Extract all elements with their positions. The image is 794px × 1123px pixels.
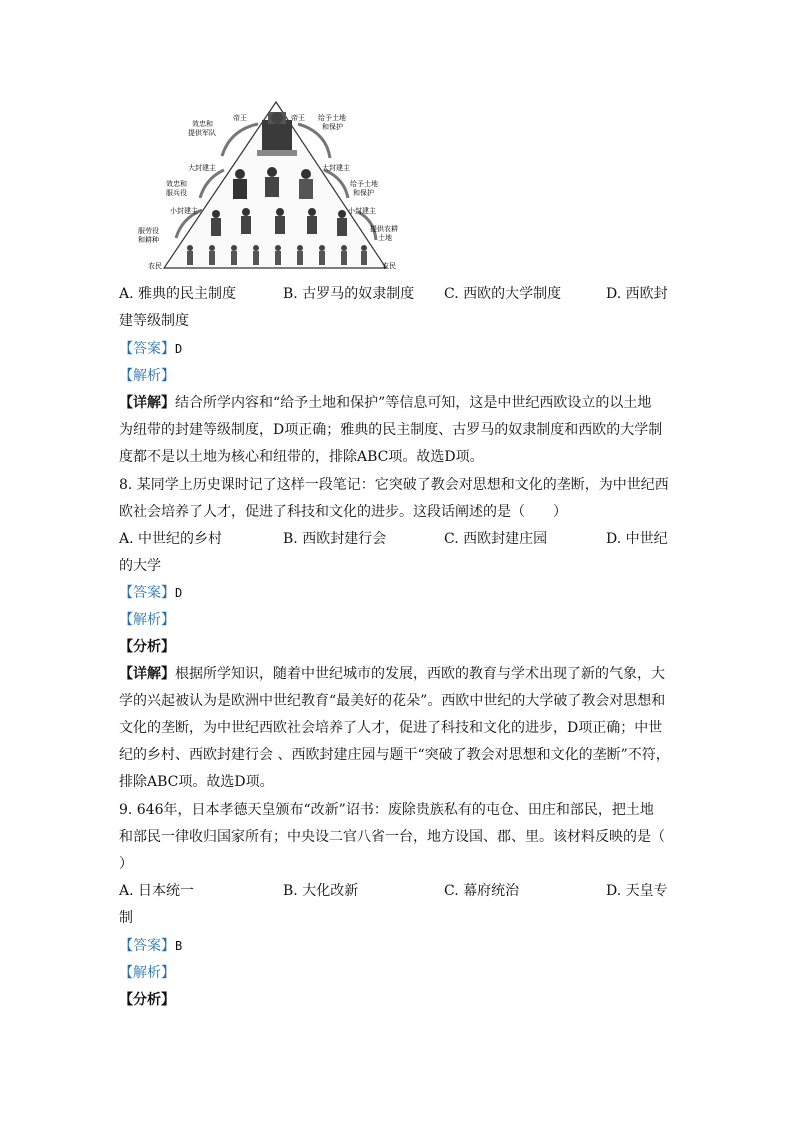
feudal-pyramid-figure [138, 98, 408, 273]
q7-option-b: B. 古罗马的奴隶制度 [283, 286, 415, 302]
label-up3-a: 服劳役 [138, 227, 159, 235]
q7-detail-line-3: 度都不是以土地为核心和纽带的，排除ABC项。故选D项。 [119, 449, 484, 465]
q8-option-b: B. 西欧封建行会 [283, 531, 387, 547]
q9-stem-line-1: 9. 646年，日本孝德天皇颁布“改新”诏书：废除贵族私有的屯仓、田庄和部民，把土地 [119, 802, 654, 818]
q8-stem-line-2: 欧社会培养了人才，促进了科技和文化的进步。这段话阐述的是（ ） [119, 504, 567, 520]
q9-option-a: A. 日本统一 [119, 883, 195, 899]
q7-option-a: A. 雅典的民主制度 [119, 286, 237, 302]
q8-fenxi-tag: 【分析】 [119, 639, 175, 655]
detail-text: 结合所学内容和“给予土地和保护”等信息可知，这是中世纪西欧设立的以土地 [175, 395, 652, 411]
q9-stem-line-3: ） [119, 856, 133, 872]
q8-detail-line-1 [119, 664, 679, 684]
q9-stem-line-2: 和部民一律收归国家所有；中央设二官八省一台，地方设国、郡、里。该材料反映的是（ [119, 829, 665, 845]
q8-detail-line-2: 学的兴起被认为是欧洲中世纪教育“最美好的花朵”。西欧中世纪的大学破了教会对思想和 [119, 693, 666, 709]
q7-detail-line-1 [119, 393, 679, 413]
label-small-lord-right: 小封建主 [348, 207, 376, 215]
q8-answer-line [119, 583, 679, 603]
q7-option-c: C. 西欧的大学制度 [444, 286, 562, 302]
q8-detail-line-3: 文化的垄断，为中世纪西欧社会培养了人才，促进了科技和文化的进步，D项正确；中世 [119, 720, 663, 736]
answer-tag: 【答案】 [119, 585, 175, 601]
q9-analysis-tag: 【解析】 [119, 965, 175, 981]
answer-value: B [175, 939, 183, 953]
q8-option-d: D. 中世纪 [606, 531, 668, 547]
label-down1-b: 和保护 [322, 123, 343, 131]
q9-option-d: D. 天皇专 [606, 883, 668, 899]
q8-option-d-wrap: 的大学 [119, 558, 161, 574]
answer-value: D [175, 586, 183, 600]
answer-tag: 【答案】 [119, 938, 175, 954]
label-down3-b: 土地 [378, 234, 392, 242]
pyramid-diagram [138, 98, 408, 273]
q7-option-d-wrap: 建等级制度 [119, 313, 189, 329]
label-up2-b: 服兵役 [166, 189, 187, 197]
detail-tag: 【详解】 [119, 666, 175, 682]
label-down3-a: 提供农耕 [370, 225, 398, 233]
q8-option-c: C. 西欧封建庄园 [444, 531, 548, 547]
q7-detail-line-2: 为纽带的封建等级制度，D项正确；雅典的民主制度、古罗马的奴隶制度和西欧的大学制 [119, 422, 663, 438]
label-emperor-left: 帝王 [233, 114, 247, 122]
detail-text: 根据所学知识，随着中世纪城市的发展，西欧的教育与学术出现了新的气象，大 [175, 666, 665, 682]
answer-tag: 【答案】 [119, 341, 175, 357]
q8-stem-line-1: 8. 某同学上历史课时记了这样一段笔记：它突破了教会对思想和文化的垄断，为中世纪西 [119, 477, 669, 493]
label-big-lord-right: 大封建主 [322, 164, 350, 172]
label-up1-b: 提供军队 [188, 129, 216, 137]
q9-fenxi-tag: 【分析】 [119, 992, 175, 1008]
q7-answer-line [119, 339, 679, 359]
q9-option-b: B. 大化改新 [283, 883, 359, 899]
q9-option-c: C. 幕府统治 [444, 883, 520, 899]
q8-detail-line-5: 排除ABC项。故选D项。 [119, 774, 274, 790]
q9-option-d-wrap: 制 [119, 910, 133, 926]
label-down1-a: 给予土地 [318, 114, 346, 122]
label-up1-a: 效忠和 [192, 120, 213, 128]
label-peasant-left: 农民 [148, 262, 162, 270]
label-peasant-right: 农民 [382, 262, 396, 270]
label-down2-b: 和保护 [353, 189, 374, 197]
label-down2-a: 给予土地 [350, 180, 378, 188]
label-big-lord-left: 大封建主 [188, 164, 216, 172]
label-up3-b: 和耕种 [138, 236, 159, 244]
detail-tag: 【详解】 [119, 395, 175, 411]
q8-option-a: A. 中世纪的乡村 [119, 531, 223, 547]
q8-detail-line-4: 纪的乡村、西欧封建行会 、西欧封建庄园与题干“突破了教会对思想和文化的垄断”不符， [119, 747, 670, 763]
q8-analysis-tag: 【解析】 [119, 612, 175, 628]
label-emperor-right: 帝王 [291, 114, 305, 122]
label-up2-a: 效忠和 [166, 180, 187, 188]
q7-analysis-tag: 【解析】 [119, 368, 175, 384]
q7-option-d: D. 西欧封 [606, 286, 668, 302]
label-small-lord-left: 小封建主 [170, 207, 198, 215]
answer-value: D [175, 342, 183, 356]
q9-answer-line [119, 936, 679, 956]
